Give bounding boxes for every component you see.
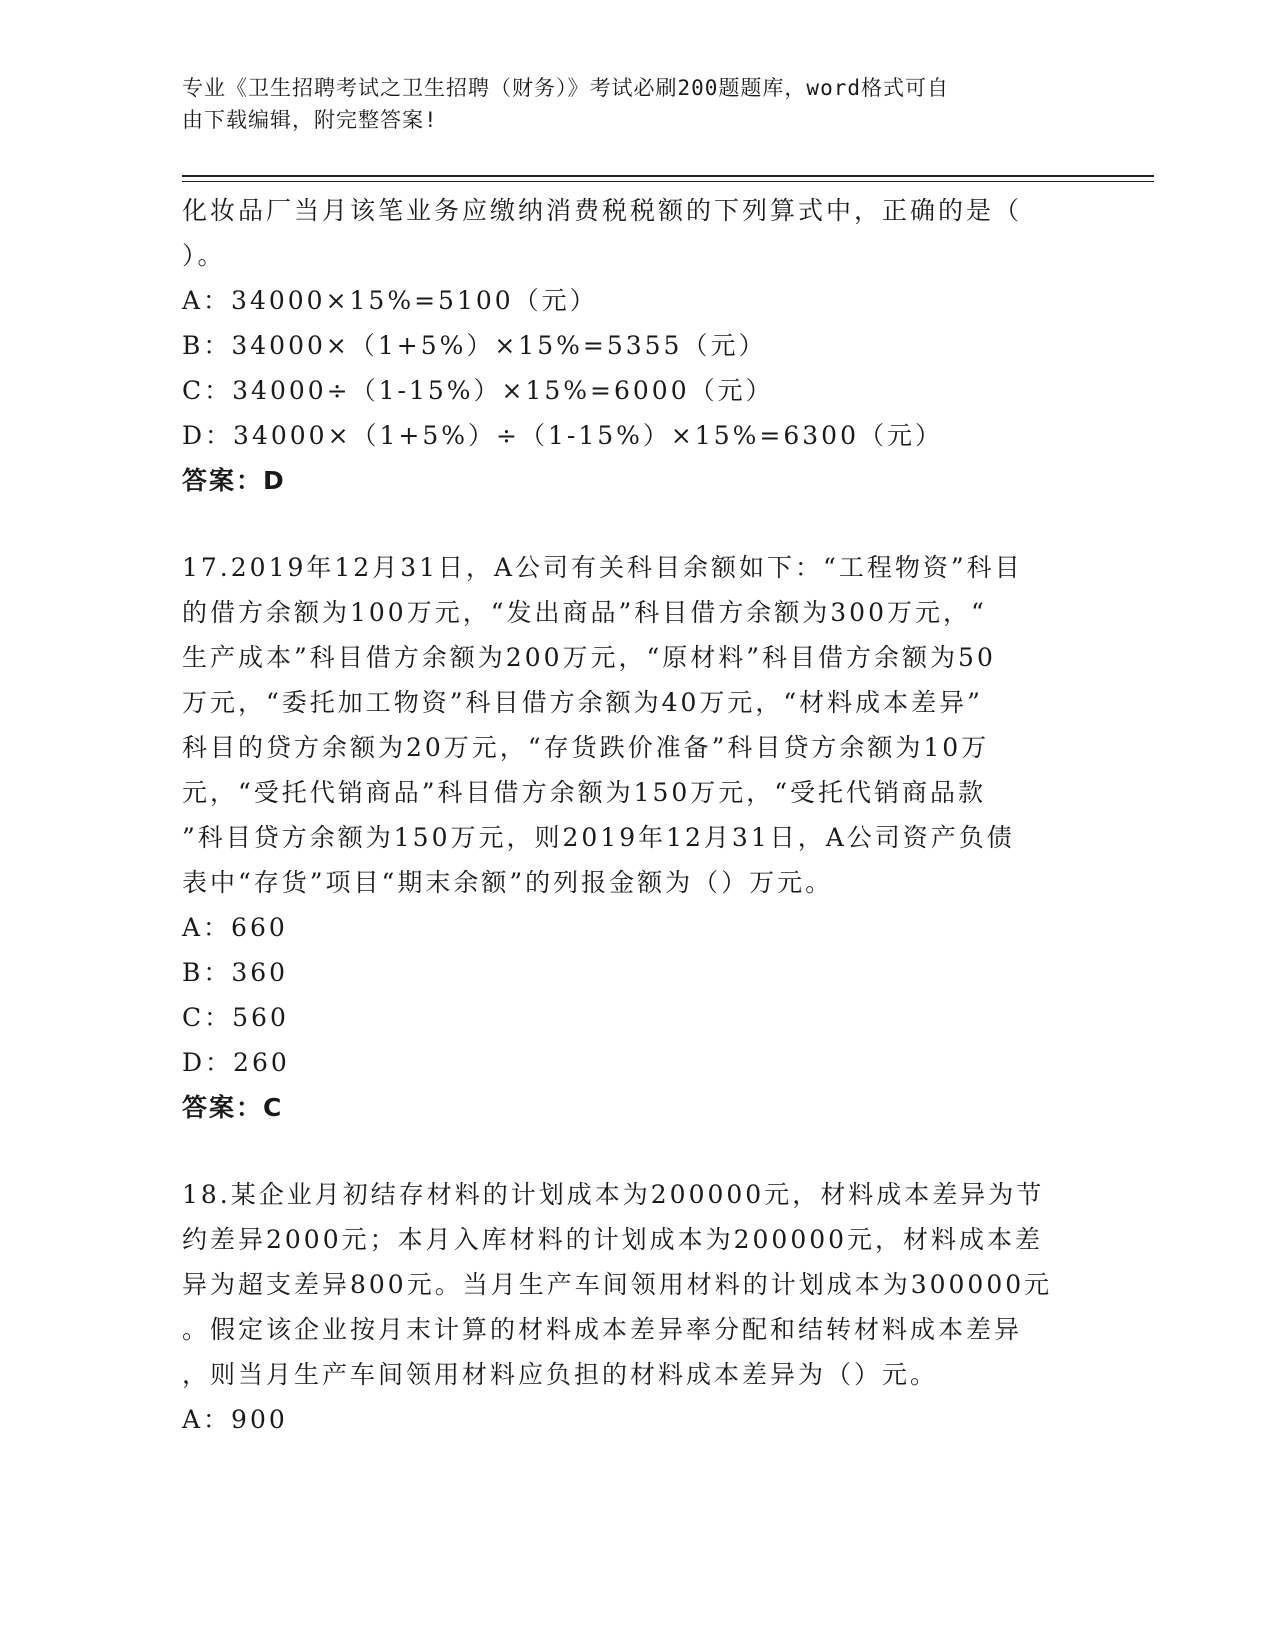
answer-line: 答案：C [182, 1093, 284, 1122]
question-stem-line: 18.某企业月初结存材料的计划成本为200000元，材料成本差异为节 [182, 1180, 1045, 1209]
question-stem-line: 异为超支差异800元。当月生产车间领用材料的计划成本为300000元 [182, 1270, 1053, 1299]
question-16 [182, 188, 1077, 503]
question-18 [182, 1172, 1077, 1442]
question-stem-line: 科目的贷方余额为20万元，“存货跌价准备”科目贷方余额为10万 [182, 733, 990, 762]
question-stem-line: 生产成本”科目借方余额为200万元，“原材料”科目借方余额为50 [182, 643, 996, 672]
option-a: A：900 [182, 1405, 288, 1434]
header-divider-thick [182, 175, 1154, 177]
header-line-1: 专业《卫生招聘考试之卫生招聘（财务）》考试必刷200题题库，word格式可自 [182, 76, 949, 100]
question-stem-line: 万元，“委托加工物资”科目借方余额为40万元，“材料成本差异” [182, 688, 983, 717]
question-stem-line: ”科目贷方余额为150万元，则2019年12月31日，A公司资产负债 [182, 823, 1015, 852]
option-d: D：34000×（1+5%）÷（1-15%）×15%=6300（元） [182, 421, 943, 450]
option-b: B：360 [182, 958, 289, 987]
option-c: C：34000÷（1-15%）×15%=6000（元） [182, 376, 774, 405]
question-stem-line: 化妆品厂当月该笔业务应缴纳消费税税额的下列算式中，正确的是（ [182, 196, 1023, 225]
option-b: B：34000×（1+5%）×15%=5355（元） [182, 331, 767, 360]
document-header [182, 72, 1062, 136]
option-a: A：660 [182, 913, 288, 942]
header-line-2: 由下载编辑，附完整答案! [182, 108, 438, 132]
header-divider-thin [182, 181, 1154, 182]
document-body [182, 188, 1077, 1442]
question-stem-line: 的借方余额为100万元，“发出商品”科目借方余额为300万元，“ [182, 598, 987, 627]
question-stem-line: 17.2019年12月31日，A公司有关科目余额如下：“工程物资”科目 [182, 553, 1023, 582]
question-stem-line: 。假定该企业按月末计算的材料成本差异率分配和结转材料成本差异 [182, 1315, 1023, 1344]
question-17 [182, 545, 1077, 1130]
question-stem-line: 约差异2000元；本月入库材料的计划成本为200000元，材料成本差 [182, 1225, 1044, 1254]
option-c: C：560 [182, 1003, 289, 1032]
question-stem-line: 元，“受托代销商品”科目借方余额为150万元，“受托代销商品款 [182, 778, 987, 807]
question-stem-line: ，则当月生产车间领用材料应负担的材料成本差异为（）元。 [182, 1360, 939, 1389]
option-a: A：34000×15%=5100（元） [182, 286, 598, 315]
option-d: D：260 [182, 1048, 290, 1077]
answer-line: 答案：D [182, 466, 286, 495]
question-stem-line: 表中“存货”项目“期末余额”的列报金额为（）万元。 [182, 868, 834, 897]
question-stem-line: ）。 [182, 241, 226, 270]
